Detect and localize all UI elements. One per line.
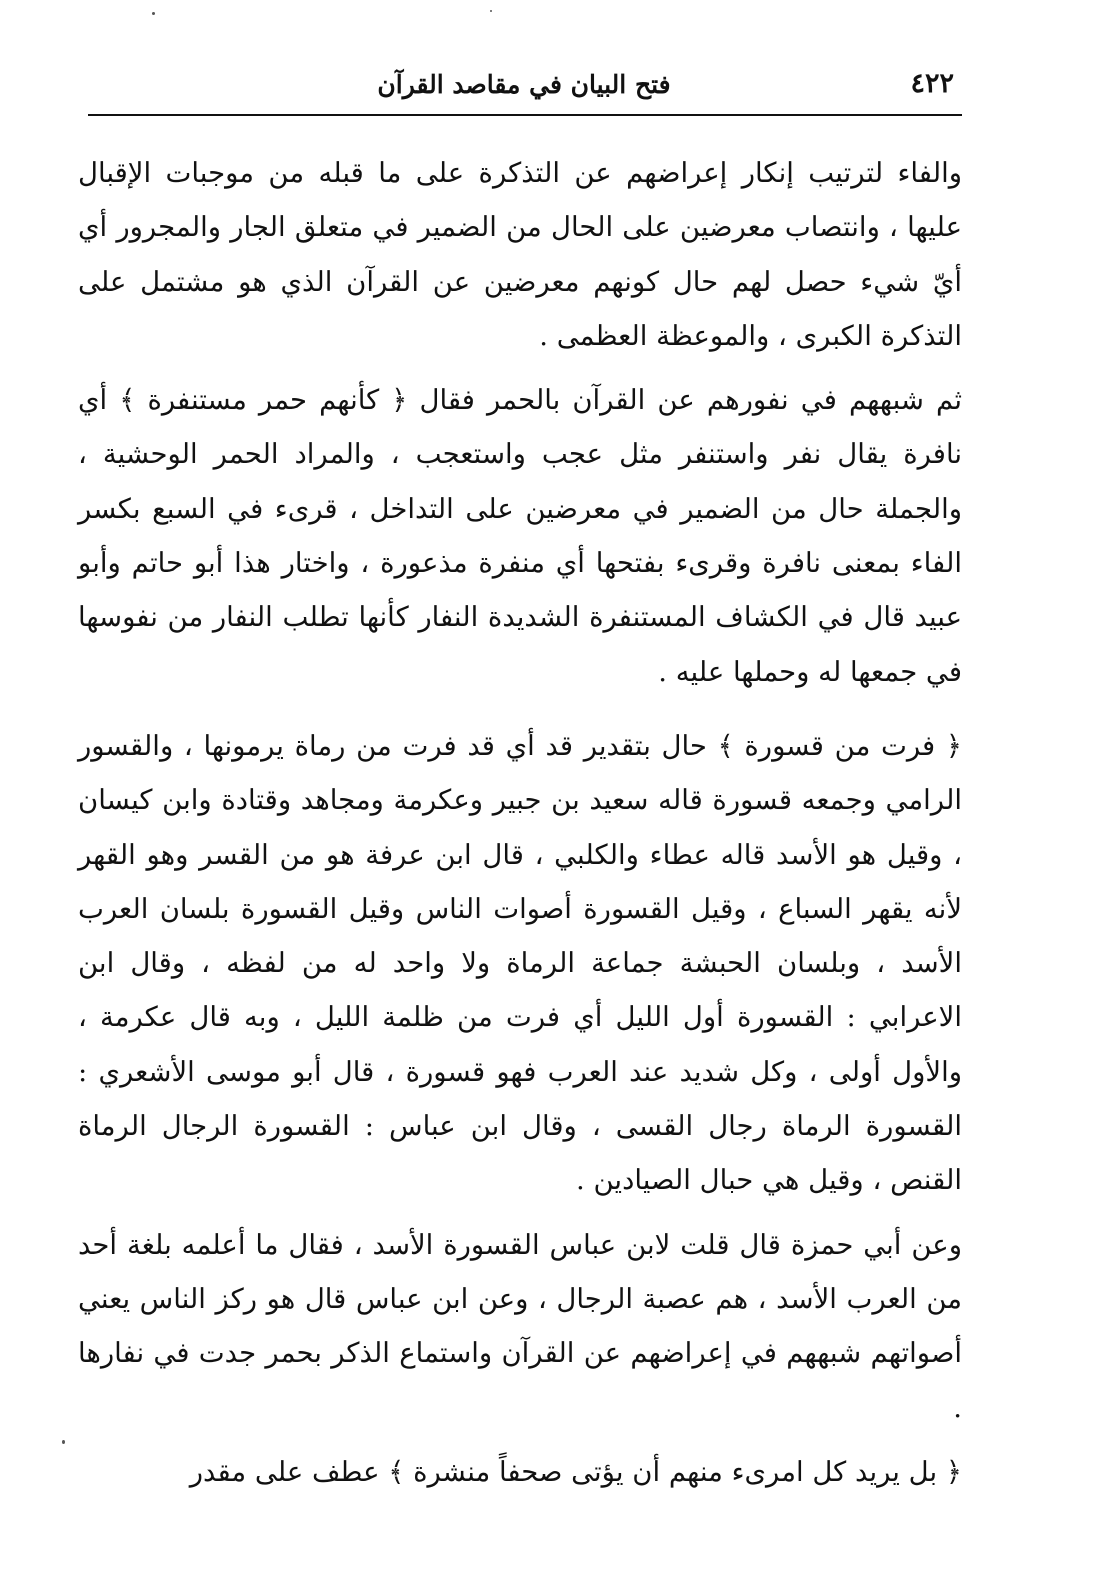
scan-speck <box>490 10 492 12</box>
scan-speck <box>62 1440 65 1444</box>
paragraph-3: ﴿ فرت من قسورة ﴾ حال بتقدير قد أي قد فرت من رماة يرمونها ، والقسور الرامي وجمعه قسورة قاله سعيد بن جبير وعكرمة ومجاهد وقتادة وابن كيسان ، وقيل هو الأسد قاله عطاء والكلبي ، قال ابن عرفة هو من القسر وهو القهر لأنه يقهر السباع ، وقيل القسورة أصوات الناس وقيل القسورة بلسان العرب الأسد ، وبلسان الحبشة جماعة الرماة ولا واحد له من لفظه ، وقال ابن الاعرابي : القسورة أول الليل أي فرت من ظلمة الليل ، وبه قال عكرمة ، والأول أولى ، وكل شديد عند العرب فهو قسورة ، قال أبو موسى الأشعري : القسورة الرماة رجال القسى ، وقال ابن عباس : القسورة الرجال الرماة القنص ، وقيل هي حبال الصيادين . <box>78 729 962 1197</box>
paragraph-gap <box>78 363 962 373</box>
running-title: فتح البيان في مقاصد القرآن <box>377 70 671 99</box>
paragraph-1: والفاء لترتيب إنكار إعراضهم عن التذكرة على ما قبله من موجبات الإقبال عليها ، وانتصاب معرضين على الحال من الضمير في متعلق الجار والمجرور أي أيّ شيء حصل لهم حال كونهم معرضين عن القرآن الذي هو مشتمل على التذكرة الكبرى ، والموعظة العظمى . <box>78 157 962 352</box>
paragraph-gap <box>78 699 962 719</box>
paragraph-5: ﴿ بل يريد كل امرىء منهم أن يؤتى صحفاً منشرة ﴾ عطف على مقدر <box>189 1455 962 1488</box>
header-rule <box>88 114 962 116</box>
paragraph-4: وعن أبي حمزة قال قلت لابن عباس القسورة الأسد ، فقال ما أعلمه بلغة أحد من العرب الأسد ، هم عصبة الرجال ، وعن ابن عباس قال هو ركز الناس يعني أصواتهم شبههم في إعراضهم عن القرآن واستماع الذكر بحمر جدت في نفارها . <box>78 1228 962 1424</box>
scan-speck <box>152 12 155 15</box>
paragraph-gap <box>78 1435 962 1445</box>
page-header <box>88 62 960 112</box>
paragraph-2: ثم شبههم في نفورهم عن القرآن بالحمر فقال ﴿ كأنهم حمر مستنفرة ﴾ أي نافرة يقال نفر واستنفر مثل عجب واستعجب ، والمراد الحمر الوحشية ، والجملة حال من الضمير في معرضين على التداخل ، قرىء في السبع بكسر الفاء بمعنى نافرة وقرىء بفتحها أي منفرة مذعورة ، واختار هذا أبو حاتم وأبو عبيد قال في الكشاف المستنفرة الشديدة النفار كأنها تطلب النفار من نفوسها في جمعها له وحملها عليه . <box>78 384 962 688</box>
body-text <box>78 146 962 1499</box>
page-number: ٤٢٢ <box>910 68 954 99</box>
paragraph-gap <box>78 1208 962 1218</box>
